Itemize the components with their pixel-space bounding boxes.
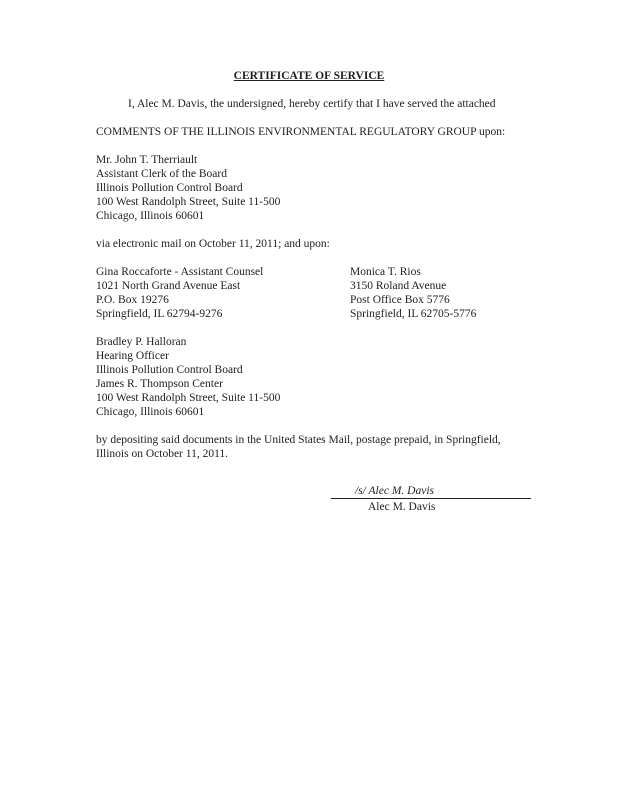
address-line: Chicago, Illinois 60601 <box>96 406 205 418</box>
address-line: Illinois Pollution Control Board <box>96 182 243 194</box>
recipient-address-therriault <box>96 153 280 223</box>
address-line: Illinois Pollution Control Board <box>96 364 243 376</box>
recipient-address-roccaforte <box>96 265 263 321</box>
address-line: Mr. John T. Therriault <box>96 154 198 166</box>
address-line: P.O. Box 19276 <box>96 294 169 306</box>
deposit-statement <box>96 433 556 461</box>
service-method-line: via electronic mail on October 11, 2011; and upon: <box>96 238 330 250</box>
address-line: 100 West Randolph Street, Suite 11-500 <box>96 392 281 404</box>
address-line: Post Office Box 5776 <box>350 294 450 306</box>
address-line: 3150 Roland Avenue <box>350 280 447 292</box>
intro-line-1: I, Alec M. Davis, the undersigned, hereby certify that I have served the attached <box>128 98 496 110</box>
address-line: 100 West Randolph Street, Suite 11-500 <box>96 196 281 208</box>
deposit-line-1: by depositing said documents in the United States Mail, postage prepaid, in Springfield, <box>96 434 501 446</box>
address-line: Monica T. Rios <box>350 266 421 278</box>
deposit-line-2: Illinois on October 11, 2011. <box>96 448 229 460</box>
recipient-address-rios <box>350 265 476 321</box>
signature-line <box>331 484 531 499</box>
address-line: Assistant Clerk of the Board <box>96 168 227 180</box>
electronic-signature: /s/ Alec M. Davis <box>355 485 434 497</box>
intro-line-2: COMMENTS OF THE ILLINOIS ENVIRONMENTAL REGULATORY GROUP upon: <box>96 126 506 138</box>
address-line: Chicago, Illinois 60601 <box>96 210 205 222</box>
address-line: Bradley P. Halloran <box>96 336 187 348</box>
address-line: Gina Roccaforte - Assistant Counsel <box>96 266 264 278</box>
page-title: CERTIFICATE OF SERVICE <box>233 70 385 82</box>
address-line: James R. Thompson Center <box>96 378 223 390</box>
address-line: 1021 North Grand Avenue East <box>96 280 241 292</box>
address-line: Springfield, IL 62794-9276 <box>96 308 223 320</box>
address-line: Springfield, IL 62705-5776 <box>350 308 477 320</box>
signer-name: Alec M. Davis <box>368 501 436 513</box>
address-line: Hearing Officer <box>96 350 169 362</box>
recipient-address-halloran <box>96 335 280 419</box>
